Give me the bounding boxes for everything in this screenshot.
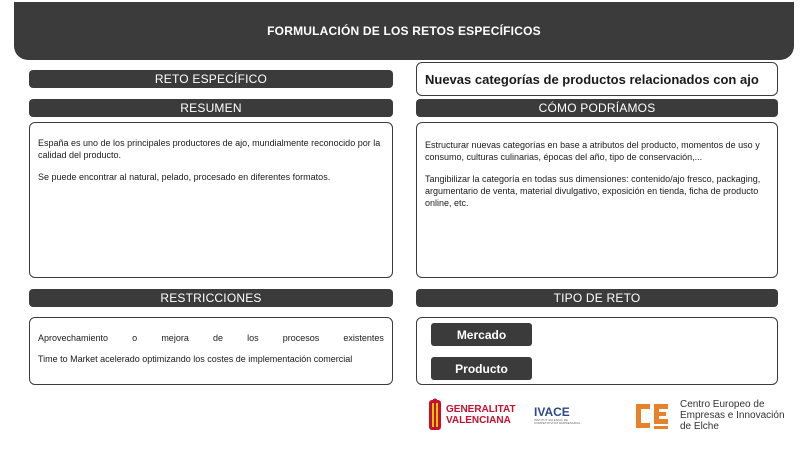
ivace-logo bbox=[534, 405, 581, 425]
restriccion-word: Aprovechamiento bbox=[38, 333, 109, 343]
resumen-paragraph: Se puede encontrar al natural, pelado, procesado en diferentes formatos. bbox=[38, 172, 331, 182]
resumen-label: RESUMEN bbox=[180, 101, 242, 115]
ceei-line-3: de Elche bbox=[680, 421, 719, 432]
tipo-producto-button[interactable] bbox=[431, 357, 532, 380]
tipo-producto-label: Producto bbox=[455, 361, 508, 376]
generalitat-logo bbox=[428, 398, 516, 432]
page-title-banner bbox=[14, 2, 794, 60]
como-paragraph: Tangibilizar la categoría en todas sus dimensiones: contenido/ajo fresco, packaging, argumentario de venta, material divulgativo, exposición en tienda, ficha de producto online, etc. bbox=[425, 174, 761, 208]
como-podriamos-box bbox=[416, 122, 778, 278]
restriccion-word: o bbox=[132, 333, 138, 343]
ceei-line-1: Centro Europeo de bbox=[680, 399, 765, 410]
restriccion-word: procesos bbox=[282, 333, 320, 343]
restricciones-box bbox=[29, 317, 393, 385]
restricciones-line-1 bbox=[38, 332, 384, 344]
tipo-mercado-label: Mercado bbox=[456, 327, 507, 342]
tipo-de-reto-label: TIPO DE RETO bbox=[553, 291, 641, 305]
restriccion-word: los bbox=[247, 333, 259, 343]
tipo-de-reto-header bbox=[416, 289, 778, 307]
resumen-box bbox=[29, 122, 393, 278]
resumen-paragraph: España es uno de los principales productores de ajo, mundialmente reconocido por la calidad del producto. bbox=[38, 138, 381, 160]
page-title: FORMULACIÓN DE LOS RETOS ESPECÍFICOS bbox=[267, 24, 541, 38]
generalitat-line-2: VALENCIANA bbox=[446, 415, 511, 426]
generalitat-crest-icon bbox=[428, 398, 442, 432]
reto-especifico-value: Nuevas categorías de productos relacionados con ajo bbox=[425, 71, 759, 87]
restriccion-word: mejora bbox=[161, 333, 189, 343]
resumen-header bbox=[29, 99, 393, 117]
ivace-name: IVACE bbox=[534, 405, 570, 419]
como-podriamos-header bbox=[416, 99, 778, 117]
restriccion-word: existentes bbox=[343, 333, 384, 343]
generalitat-line-1: GENERALITAT bbox=[446, 404, 516, 415]
restricciones-header bbox=[29, 289, 393, 307]
reto-especifico-value-box bbox=[416, 62, 778, 96]
ceei-logo bbox=[634, 399, 785, 432]
ceei-line-2: Empresas e Innovación bbox=[680, 410, 785, 421]
tipo-mercado-button[interactable] bbox=[431, 323, 532, 346]
como-podriamos-label: CÓMO PODRÍAMOS bbox=[538, 101, 656, 115]
restriccion-word: de bbox=[212, 333, 223, 343]
ivace-subtitle-2: COMPETITIVITAT EMPRESARIAL bbox=[534, 421, 581, 425]
restricciones-label: RESTRICCIONES bbox=[160, 291, 262, 305]
ceei-mark-icon bbox=[634, 400, 672, 432]
ivace-subtitle-1: INSTITUT VALENCIÀ DE bbox=[534, 418, 568, 422]
restricciones-line-2: Time to Market acelerado optimizando los costes de implementación comercial bbox=[38, 354, 353, 364]
reto-especifico-header bbox=[29, 70, 393, 88]
reto-especifico-label: RETO ESPECÍFICO bbox=[154, 72, 268, 86]
como-paragraph: Estructurar nuevas categorías en base a atributos del producto, momentos de uso y consumo, culturas culinarias, épocas del año, tipo de conservación,... bbox=[425, 140, 760, 162]
